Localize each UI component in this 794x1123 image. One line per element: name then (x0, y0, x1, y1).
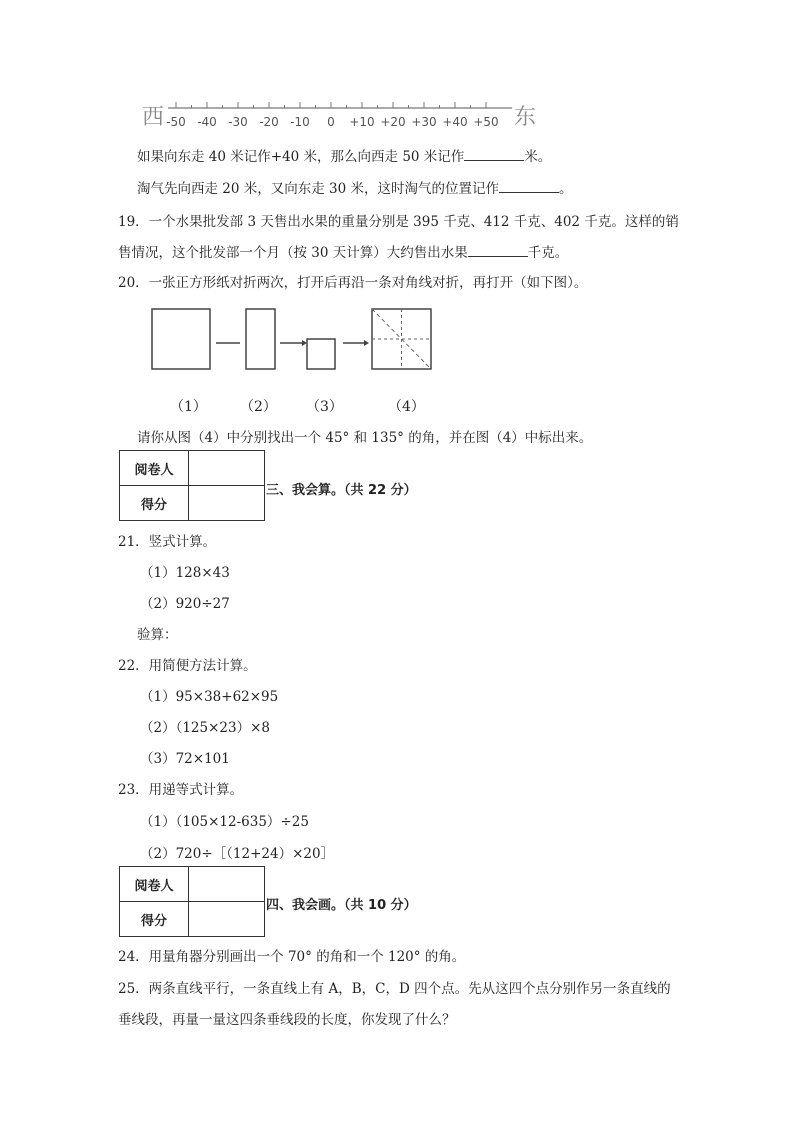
q22-title: 22．用简便方法计算。 (118, 658, 257, 674)
q21-item-2: （2）920÷27 (140, 596, 230, 612)
q18-line2 (137, 177, 573, 197)
number-line (140, 96, 560, 136)
reviewer-label: 阅卷人 (120, 451, 189, 486)
q19-line2 (118, 241, 568, 261)
q18-line1 (137, 145, 551, 165)
q23-title: 23．用递等式计算。 (118, 782, 244, 798)
q22-item-1: （1）95×38+62×95 (140, 689, 279, 705)
answer-blank[interactable] (499, 180, 559, 193)
section-3-title: 三、我会算。（共 22 分） (266, 483, 417, 498)
score-label: 得分 (120, 902, 189, 937)
score-cell[interactable] (189, 902, 265, 937)
q18-line2-end: 。 (559, 181, 573, 197)
q19-line2-unit: 千克。 (527, 245, 569, 261)
number-line-tick-label: +40 (442, 115, 468, 129)
answer-blank[interactable] (464, 148, 524, 161)
q21-item-1: （1）128×43 (140, 565, 230, 581)
fig2-rect (246, 309, 275, 369)
reviewer-cell[interactable] (189, 451, 265, 486)
number-line-tick-label: +10 (349, 115, 375, 129)
score-table-2 (119, 866, 265, 937)
q20-line2: 请你从图（4）中分别找出一个 45° 和 135° 的角，并在图（4）中标出来。 (137, 430, 593, 446)
fig-label-3: （3） (306, 399, 343, 415)
number-line-tick-label: -40 (197, 115, 217, 129)
number-line-tick-label: 0 (327, 115, 335, 129)
fig-label-1: （1） (170, 399, 207, 415)
number-line-tick-label: -30 (228, 115, 248, 129)
fig-label-2: （2） (240, 399, 277, 415)
q23-item-1: （1）（105×12-635）÷25 (140, 814, 309, 830)
q18-line1-unit: 米。 (524, 149, 552, 165)
east-label: 东 (514, 105, 537, 130)
score-cell[interactable] (189, 486, 265, 521)
number-line-tick-label: -50 (166, 115, 186, 129)
q20-line1: 20．一张正方形纸对折两次，打开后再沿一条对角线对折，再打开（如下图）。 (118, 275, 588, 291)
folding-diagram (150, 307, 450, 377)
section-4-title: 四、我会画。（共 10 分） (266, 898, 417, 913)
q23-item-2: （2）720÷［（12+24）×20］ (140, 846, 335, 862)
q18-line1-text: 如果向东走 40 米记作+40 米，那么向西走 50 米记作 (137, 149, 465, 165)
q19-line1: 19．一个水果批发部 3 天售出水果的重量分别是 395 千克、412 千克、402 千克。这样的销 (118, 214, 679, 230)
score-table-1 (119, 450, 265, 521)
q25-line2: 垂线段，再量一量这四条垂线段的长度，你发现了什么？ (118, 1012, 456, 1028)
q25-line1: 25．两条直线平行，一条直线上有 A，B，C，D 四个点。先从这四个点分别作另一条直线的 (118, 981, 671, 997)
number-line-tick-label: +50 (473, 115, 499, 129)
q22-item-3: （3）72×101 (140, 751, 230, 767)
score-label: 得分 (120, 486, 189, 521)
q19-line2-text: 售情况，这个批发部一个月（按 30 天计算）大约售出水果 (118, 245, 468, 261)
reviewer-cell[interactable] (189, 867, 265, 902)
fig3-square (307, 339, 335, 369)
fig-label-4: （4） (388, 399, 425, 415)
number-line-tick-label: -20 (259, 115, 279, 129)
q24-text: 24．用量角器分别画出一个 70° 的角和一个 120° 的角。 (118, 949, 466, 965)
number-line-tick-label: -10 (290, 115, 310, 129)
q18-line2-text: 淘气先向西走 20 米，又向东走 30 米，这时淘气的位置记作 (137, 181, 500, 197)
number-line-tick-label: +20 (380, 115, 406, 129)
answer-blank[interactable] (468, 244, 528, 257)
fig1-square (152, 309, 210, 369)
reviewer-label: 阅卷人 (120, 867, 189, 902)
number-line-tick-label: +30 (411, 115, 437, 129)
q21-check: 验算： (137, 627, 178, 643)
q22-item-2: （2）（125×23）×8 (140, 720, 270, 736)
q21-title: 21．竖式计算。 (118, 534, 217, 550)
west-label: 西 (142, 105, 165, 130)
